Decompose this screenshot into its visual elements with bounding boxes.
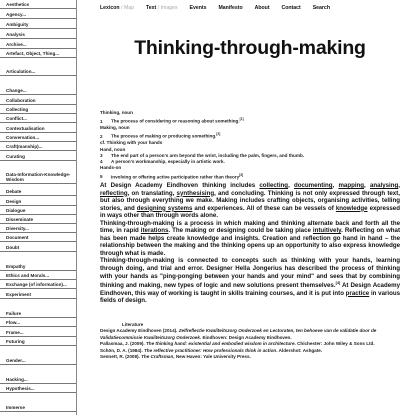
- definition-line: [100, 172, 380, 181]
- nav-contact[interactable]: Contact: [281, 5, 301, 11]
- sidebar-item[interactable]: Change...: [0, 88, 76, 95]
- sidebar-item[interactable]: Artefact, Object, Thing...: [0, 51, 76, 58]
- nav-images[interactable]: Images: [160, 5, 178, 11]
- footnote-ref[interactable]: [2]: [216, 132, 221, 137]
- footnote-ref[interactable]: [4]: [335, 281, 341, 286]
- link-analysing[interactable]: analysing: [369, 182, 399, 189]
- text: . Aldershot: Ashgate.: [276, 347, 323, 353]
- sidebar-item[interactable]: Frame...: [0, 330, 76, 337]
- link-knowledge[interactable]: knowledge: [335, 204, 368, 212]
- nav-search[interactable]: Search: [312, 5, 330, 11]
- definition-number: 4: [100, 159, 103, 165]
- definition-number: 5: [100, 174, 103, 180]
- reference-title: Zelfreflectie Kwaliteitszorg Onderzoek en Lectoraten, ten behoeve van de validatie door de Validatiecommissie Kwaliteitszorg Onderzoek: [100, 328, 377, 340]
- definition-term: Hand, noun: [100, 146, 126, 152]
- text: ,: [332, 182, 339, 189]
- reference: [100, 328, 400, 341]
- link-collecting[interactable]: collecting: [259, 182, 289, 189]
- definitions: [100, 110, 380, 181]
- nav-text[interactable]: Text: [145, 5, 157, 11]
- text: Pallasmaa, J. (2009).: [100, 341, 146, 347]
- sidebar-item[interactable]: Agency...: [0, 12, 76, 19]
- definition-number: 3: [100, 152, 103, 158]
- text: ,: [364, 182, 370, 189]
- sidebar-item[interactable]: Empathy: [0, 264, 76, 271]
- definition-line: [100, 131, 380, 140]
- page-title: Thinking-through-making: [134, 37, 366, 59]
- sidebar-item[interactable]: Design: [0, 199, 76, 206]
- reference-title: The reflective practitioner: How professionals think in action: [144, 347, 277, 353]
- nav-events[interactable]: Events: [189, 5, 207, 11]
- link-iterations[interactable]: iterations: [140, 227, 169, 235]
- sidebar-item[interactable]: Data-Information-Knowledge-Wisdom: [0, 172, 76, 184]
- sidebar-item[interactable]: Failure: [0, 311, 76, 318]
- definition-text: A person's workmanship, especially in artistic work.: [111, 159, 225, 165]
- lexicon-sidebar: [0, 0, 77, 415]
- sidebar-item[interactable]: Flow...: [0, 320, 76, 327]
- nav-lexicon[interactable]: Lexicon: [100, 5, 120, 11]
- nav-separator: /: [157, 5, 160, 11]
- text: ,: [288, 182, 294, 189]
- sidebar-item[interactable]: Analysis: [0, 32, 76, 39]
- link-mapping[interactable]: mapping: [338, 182, 365, 189]
- sidebar-item[interactable]: Disseminate: [0, 217, 76, 224]
- sidebar-item[interactable]: Craft(manship)...: [0, 144, 76, 151]
- text: Thinking-through-making is connected to concepts such as thinking with your hands, learning through doing, and trial and error. Designer Hella Jongerius has described the process of thinking with your hands as "ping-ponging between your hands and your mind" and sees that by combining thinking and making, new types of logic and new solutions present themselves.: [100, 257, 400, 290]
- sidebar-item[interactable]: Ambiguity: [0, 22, 76, 29]
- reference-title: The thinking hand: existential and embodied wisdom in architecture: [145, 341, 295, 347]
- paragraph: [100, 257, 400, 304]
- definition-crossref: cf. Thinking with your hands: [100, 140, 163, 146]
- definition-text: The end part of a person's arm beyond the wrist, including the palm, fingers, and thumb.: [111, 152, 305, 158]
- definition-term: Making, noun: [100, 125, 130, 131]
- sidebar-item[interactable]: Archive...: [0, 42, 76, 49]
- nav-map[interactable]: Map: [123, 5, 135, 11]
- sidebar-item[interactable]: Hacking...: [0, 377, 76, 384]
- footnote-ref[interactable]: [1]: [239, 117, 244, 122]
- paragraph: [100, 220, 400, 258]
- article-body: [100, 182, 400, 305]
- text: in various fields of design.: [100, 289, 400, 305]
- sidebar-item[interactable]: Debate: [0, 189, 76, 196]
- text: , New Haven: Yale University Press.: [173, 354, 251, 360]
- text: At Design Academy Eindhoven thinking includes: [100, 182, 260, 189]
- sidebar-item[interactable]: Doubt: [0, 245, 76, 252]
- link-intuitively[interactable]: intuitively: [312, 227, 342, 235]
- sidebar-item[interactable]: Collaboration: [0, 98, 76, 105]
- text: Sennett, R. (2008).: [100, 354, 142, 360]
- text: Design Academy Eindhoven (2014).: [100, 328, 179, 334]
- sidebar-item[interactable]: Contextualisation: [0, 126, 76, 133]
- sidebar-item[interactable]: Dialogue: [0, 208, 76, 215]
- sidebar-item[interactable]: Conversation...: [0, 135, 76, 142]
- nav-manifesto[interactable]: Manifesto: [218, 5, 243, 11]
- link-documenting[interactable]: documenting: [293, 182, 333, 189]
- link-synthesising[interactable]: synthesising: [176, 189, 215, 197]
- text: At Design Academy Eindhoven, this way of working is taught in skills training courses, and it is put into: [100, 282, 400, 297]
- definition-text: Involving or offering active participation rather than theory: [111, 174, 240, 180]
- sidebar-item[interactable]: Document: [0, 235, 76, 242]
- sidebar-item[interactable]: Immerse: [0, 405, 76, 412]
- sidebar-item[interactable]: Diversity...: [0, 226, 76, 233]
- text: and experiences. All of these can be vessels of: [192, 204, 336, 212]
- reference: [100, 354, 400, 360]
- sidebar-item[interactable]: Aesthetics: [0, 2, 76, 9]
- paragraph: [100, 182, 400, 220]
- text: . Chichester: John Wiley & Sons Ltd.: [294, 341, 375, 347]
- nav-about[interactable]: About: [254, 5, 270, 11]
- text: Thinking-through-making is a process in which making and thinking alternate back and forth all the time, in rapid: [100, 219, 400, 235]
- definition-number: 2: [100, 133, 103, 139]
- sidebar-item[interactable]: Exchange (of information)...: [0, 282, 76, 289]
- definition-term: Hands-on: [100, 165, 122, 171]
- top-navigation: [100, 5, 330, 13]
- sidebar-item[interactable]: Articulation...: [0, 69, 76, 76]
- definition-text: The process of considering or reasoning about something.: [111, 118, 240, 124]
- sidebar-item[interactable]: Hypothesis...: [0, 386, 76, 393]
- text: . The making or designing could be taking place: [168, 227, 313, 235]
- definition-line: [100, 116, 380, 125]
- reference-title: The Craftsman: [141, 354, 174, 360]
- text: Schön, D. A. (1984).: [100, 347, 144, 353]
- sidebar-item[interactable]: Experiment: [0, 292, 76, 299]
- sidebar-item[interactable]: Ethics and Morals...: [0, 273, 76, 280]
- link-practice[interactable]: practice: [345, 289, 370, 297]
- sidebar-item[interactable]: Conflict...: [0, 116, 76, 123]
- text: . Reflecting on what has been made helps create knowledge and insights. Creation and reflection go hand in hand – the relationship between the making and the thinking opens up an opportunity to also express knowledge through what is made.: [100, 227, 400, 257]
- text: , on translating,: [127, 189, 177, 197]
- definition-term: Thinking, noun: [100, 110, 133, 115]
- link-designing-systems[interactable]: designing systems: [136, 204, 193, 212]
- sidebar-item[interactable]: Futuring: [0, 339, 76, 346]
- link-reflecting[interactable]: reflecting: [100, 189, 128, 197]
- definition-number: 1: [100, 118, 103, 124]
- literature-section: [100, 322, 400, 360]
- literature-heading: Literature: [122, 322, 144, 327]
- nav-separator: /: [121, 5, 123, 11]
- text: ,: [398, 182, 400, 189]
- footnote-ref[interactable]: [3]: [239, 172, 244, 177]
- definition-text: The process of making or producing something.: [111, 133, 217, 139]
- sidebar-item[interactable]: Gender...: [0, 358, 76, 365]
- sidebar-item[interactable]: Curating: [0, 154, 76, 161]
- text: . Eindhoven: Design Academy Eindhoven.: [199, 334, 292, 340]
- text: expressed in ways other than through words alone.: [100, 204, 400, 220]
- text: , and concluding. Thinking is not only expressed through text, but also through everything we make. Making includes crafting objects, organising activities, telling stories, and: [100, 189, 400, 212]
- sidebar-item[interactable]: Collecting: [0, 107, 76, 114]
